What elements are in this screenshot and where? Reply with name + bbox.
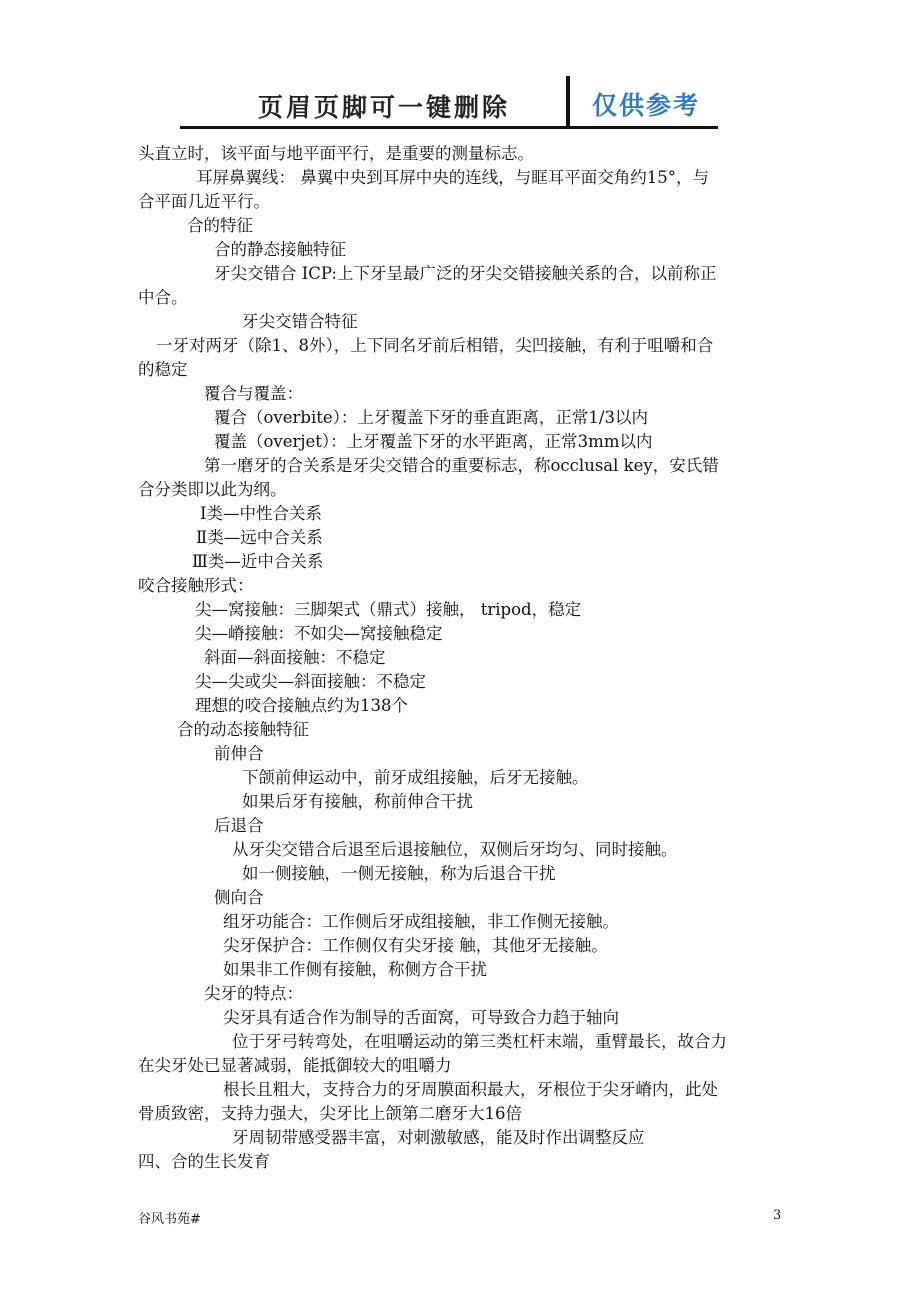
header-left-text: 页眉页脚可一键删除: [258, 93, 511, 122]
text-line: 咬合接触形式：: [138, 576, 254, 595]
text-line: 的稳定: [138, 360, 188, 379]
text-line: 前伸合: [214, 744, 264, 763]
text-line: 中合。: [138, 288, 188, 307]
text-line: 骨质致密，支持力强大，尖牙比上颌第二磨牙大16倍: [138, 1104, 522, 1123]
text-line: 位于牙弓转弯处，在咀嚼运动的第三类杠杆末端，重臂最长，故合力: [232, 1032, 727, 1051]
text-line: 如一侧接触，一侧无接触，称为后退合干扰: [242, 864, 556, 883]
text-line: Ⅱ类—远中合关系: [196, 528, 323, 547]
text-line: 斜面—斜面接触：不稳定: [204, 648, 386, 667]
text-line: 覆合与覆盖：: [204, 384, 303, 403]
text-line: Ⅲ类—近中合关系: [192, 552, 324, 571]
text-line: 合平面几近平行。: [138, 192, 270, 211]
text-line: 组牙功能合：工作侧后牙成组接触，非工作侧无接触。: [223, 912, 619, 931]
text-line: 一牙对两牙（除1、8外），上下同名牙前后相错，尖凹接触，有利于咀嚼和合: [156, 336, 714, 355]
text-line: 合的特征: [187, 216, 253, 235]
text-line: 牙周韧带感受器丰富，对刺激敏感，能及时作出调整反应: [232, 1128, 645, 1147]
text-line: 尖—嵴接触：不如尖—窝接触稳定: [195, 624, 443, 643]
text-line: 覆合（overbite）：上牙覆盖下牙的垂直距离，正常1/3以内: [214, 408, 648, 427]
text-line: 如果非工作侧有接触，称侧方合干扰: [223, 960, 487, 979]
text-line: 第一磨牙的合关系是牙尖交错合的重要标志，称occlusal key，安氏错: [204, 456, 719, 475]
text-line: 合的静态接触特征: [214, 240, 346, 259]
header-divider: [566, 76, 570, 128]
text-line: 四、合的生长发育: [138, 1152, 270, 1171]
text-line: 覆盖（overjet）：上牙覆盖下牙的水平距离，正常3mm以内: [214, 432, 653, 451]
text-line: 理想的咬合接触点约为138个: [195, 696, 408, 715]
text-line: 尖牙的特点：: [204, 984, 303, 1003]
header-rule: [180, 126, 718, 129]
text-line: 在尖牙处已显著减弱，能抵御较大的咀嚼力: [138, 1056, 452, 1075]
text-line: 合的动态接触特征: [177, 720, 309, 739]
header-right-text: 仅供参考: [592, 91, 701, 120]
text-line: 耳屏鼻翼线： 鼻翼中央到耳屏中央的连线，与眶耳平面交角约15°，与: [196, 168, 709, 187]
text-line: 尖—窝接触：三脚架式（鼎式）接触， tripod，稳定: [195, 600, 582, 619]
text-line: 牙尖交错合 ICP:上下牙呈最广泛的牙尖交错接触关系的合，以前称正: [214, 264, 717, 283]
text-line: 后退合: [214, 816, 264, 835]
text-line: 合分类即以此为纲。: [138, 480, 287, 499]
text-line: 尖牙具有适合作为制导的舌面窝，可导致合力趋于轴向: [223, 1008, 619, 1027]
text-line: 尖牙保护合：工作侧仅有尖牙接 触，其他牙无接触。: [223, 936, 608, 955]
text-line: 下颌前伸运动中，前牙成组接触，后牙无接触。: [242, 768, 589, 787]
text-line: 头直立时，该平面与地平面平行，是重要的测量标志。: [138, 144, 534, 163]
footer-source: 谷风书苑#: [138, 1212, 201, 1227]
text-line: 如果后牙有接触，称前伸合干扰: [242, 792, 473, 811]
text-line: 侧向合: [214, 888, 264, 907]
page-number: 3: [773, 1208, 782, 1223]
text-line: 牙尖交错合特征: [242, 312, 358, 331]
text-line: 从牙尖交错合后退至后退接触位，双侧后牙均匀、同时接触。: [232, 840, 678, 859]
text-line: 尖—尖或尖—斜面接触：不稳定: [195, 672, 426, 691]
text-line: Ⅰ类—中性合关系: [200, 504, 323, 523]
text-line: 根长且粗大，支持合力的牙周膜面积最大，牙根位于尖牙嵴内，此处: [223, 1080, 718, 1099]
